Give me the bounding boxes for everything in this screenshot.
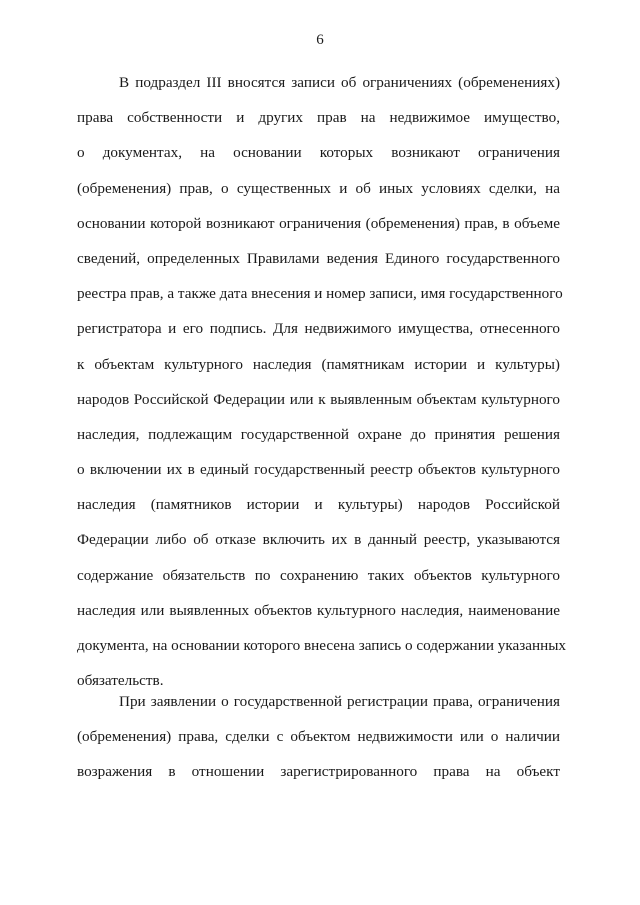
- text-line: При заявлении о государственной регистрации права, ограничения: [119, 693, 560, 710]
- paragraph-1: [77, 65, 567, 698]
- text-line: наследия или выявленных объектов культурного наследия, наименование: [77, 601, 560, 619]
- text-line: народов Российской Федерации или к выявленным объектам культурного: [77, 390, 560, 408]
- text-line: основании которой возникают ограничения (обременения) прав, в объеме: [77, 214, 560, 232]
- text-line: наследия, подлежащим государственной охране до принятия решения: [77, 425, 560, 443]
- text-line: права собственности и других прав на недвижимое имущество,: [77, 109, 560, 127]
- text-line: к объектам культурного наследия (памятникам истории и культуры): [77, 355, 560, 373]
- text-line: о включении их в единый государственный реестр объектов культурного: [77, 461, 560, 479]
- text-line: (обременения) права, сделки с объектом недвижимости или о наличии: [77, 728, 560, 746]
- page-number: 6: [316, 32, 324, 48]
- text-line: содержание обязательств по сохранению таких объектов культурного: [77, 566, 560, 584]
- text-line: Федерации либо об отказе включить их в данный реестр, указываются: [77, 531, 560, 549]
- text-line: В подраздел III вносятся записи об ограничениях (обременениях): [119, 74, 560, 91]
- text-line: сведений, определенных Правилами ведения Единого государственного: [77, 249, 560, 267]
- text-line: (обременения) прав, о существенных и об иных условиях сделки, на: [77, 179, 560, 197]
- text-line: обязательств.: [77, 672, 164, 690]
- text-line: о документах, на основании которых возникают ограничения: [77, 144, 560, 162]
- text-line: регистратора и его подпись. Для недвижимого имущества, отнесенного: [77, 320, 560, 338]
- text-line: документа, на основании которого внесена запись о содержании указанных: [77, 637, 567, 654]
- paragraph-2: [77, 684, 560, 790]
- text-line: реестра прав, а также дата внесения и номер записи, имя государственного: [77, 285, 563, 303]
- text-line: возражения в отношении зарегистрированного права на объект: [77, 763, 560, 781]
- text-line: наследия (памятников истории и культуры) народов Российской: [77, 496, 560, 514]
